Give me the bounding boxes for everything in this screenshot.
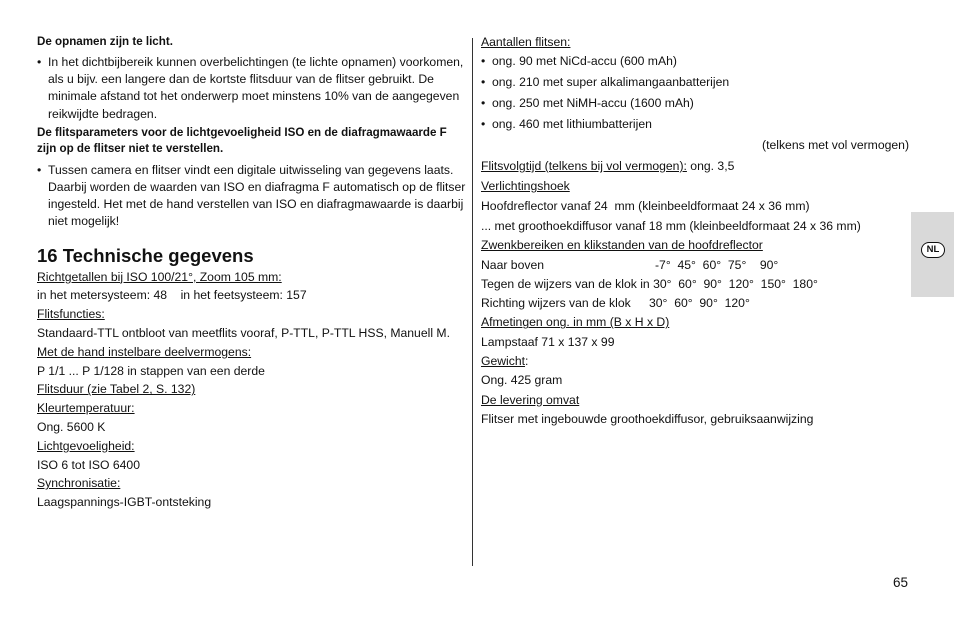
light-angle-main: Hoofdreflector vanaf 24 mm (kleinbeeldformaat 24 x 36 mm) [481,199,810,214]
swivel-up-label: Naar boven [481,257,545,272]
heading-iso-not-adjustable: De flitsparameters voor de lichtgevoeligheid ISO en de diafragmawaarde F zijn op de flitser niet te verstellen. [37,125,447,155]
weight-colon: : [525,354,529,369]
bullet-too-bright: • In het dichtbijbereik kunnen overbelichtingen (te lichte opnamen) voorkomen, als u bijv. een langere dan de kortste flitsduur van de flitser gebruikt. De minimale afstand tot het onderwerp moet minstens 10% van de aangegeven reikwijdte bedragen. [37,54,469,123]
recycle-time-value: ong. 3,5 [686,159,735,173]
weight-label: Gewicht [481,354,526,369]
language-badge: NL [921,242,945,258]
light-angle-label: Verlichtingshoek [481,179,570,193]
color-temperature-value: Ong. 5600 K [37,420,106,434]
color-temperature-label: Kleurtemperatuur: [37,401,135,416]
swivel-label: Zwenkbereiken en klikstanden van de hoofdreflector [481,238,763,253]
heading-too-bright: De opnamen zijn te licht. [37,35,173,48]
right-column [481,34,911,429]
swivel-ccw-values: 30° 60° 90° 120° 150° 180° [653,276,818,291]
weight-row [481,352,911,371]
swivel-cw-label: Richting wijzers van de klok [481,296,631,311]
language-side-tab [911,212,954,297]
sync-value: Laagspannings-IGBT-ontsteking [37,495,212,510]
delivery-label: De levering omvat [481,392,580,407]
dimensions-label: Afmetingen ong. in mm (B x H x D) [481,315,670,330]
sync-label: Synchronisatie: [37,476,121,491]
dimensions-value: Lampstaaf 71 x 137 x 99 [481,334,615,349]
flash-functions-value: Standaard-TTL ontbloot van meetflits vooraf, P-TTL, P-TTL HSS, Manuell M. [37,326,450,341]
left-column [37,34,469,512]
section-title: 16 Technische gegevens [37,244,254,266]
guide-number-value: in het metersysteem: 48 in het feetsysteem: 157 [37,288,307,303]
flash-functions-label: Flitsfuncties: [37,307,105,322]
swivel-up-row [481,256,911,275]
swivel-cw-values: 30° 60° 90° 120° [649,296,750,311]
partial-power-value: P 1/1 ... P 1/128 in stappen van een derde [37,363,265,378]
flash-count-item: • ong. 210 met super alkalimangaanbatterijen [481,72,911,93]
light-angle-wide: ... met groothoekdiffusor vanaf 18 mm (kleinbeeldformaat 24 x 36 mm) [481,219,861,234]
page-number: 65 [893,575,909,590]
swivel-ccw-label: Tegen de wijzers van de klok in [481,276,650,291]
sensitivity-label: Lichtgevoeligheid: [37,438,135,453]
sensitivity-value: ISO 6 tot ISO 6400 [37,457,140,472]
flash-count-item: • ong. 460 met lithiumbatterijen [481,114,911,135]
flash-count-label: Aantallen flitsen: [481,35,571,49]
flash-count-item: • ong. 250 met NiMH-accu (1600 mAh) [481,93,911,114]
recycle-time-row [481,156,911,177]
column-divider [472,38,473,566]
bullet-iso-exchange: • Tussen camera en flitser vindt een digitale uitwisseling van gegevens laats. Daarbij worden de waarden van ISO en diafragma F automatisch op de flitser ingesteld. Het met de hand verstellen van ISO en diafragmawaarde is daarbij niet mogelijk! [37,162,469,231]
guide-number-label: Richtgetallen bij ISO 100/21°, Zoom 105 mm: [37,269,282,284]
flash-count-note: (telkens met vol vermogen) [762,138,909,152]
swivel-up-values: -7° 45° 60° 75° 90° [655,257,779,272]
weight-value: Ong. 425 gram [481,373,563,388]
flash-duration-label: Flitsduur (zie Tabel 2, S. 132) [37,382,196,397]
flash-count-item: • ong. 90 met NiCd-accu (600 mAh) [481,51,911,72]
delivery-value: Flitser met ingebouwde groothoekdiffusor, gebruiksaanwijzing [481,411,814,426]
partial-power-label: Met de hand instelbare deelvermogens: [37,344,252,359]
recycle-time-label: Flitsvolgtijd (telkens bij vol vermogen): [481,159,687,173]
swivel-cw-row [481,294,911,313]
swivel-ccw-row [481,275,911,294]
